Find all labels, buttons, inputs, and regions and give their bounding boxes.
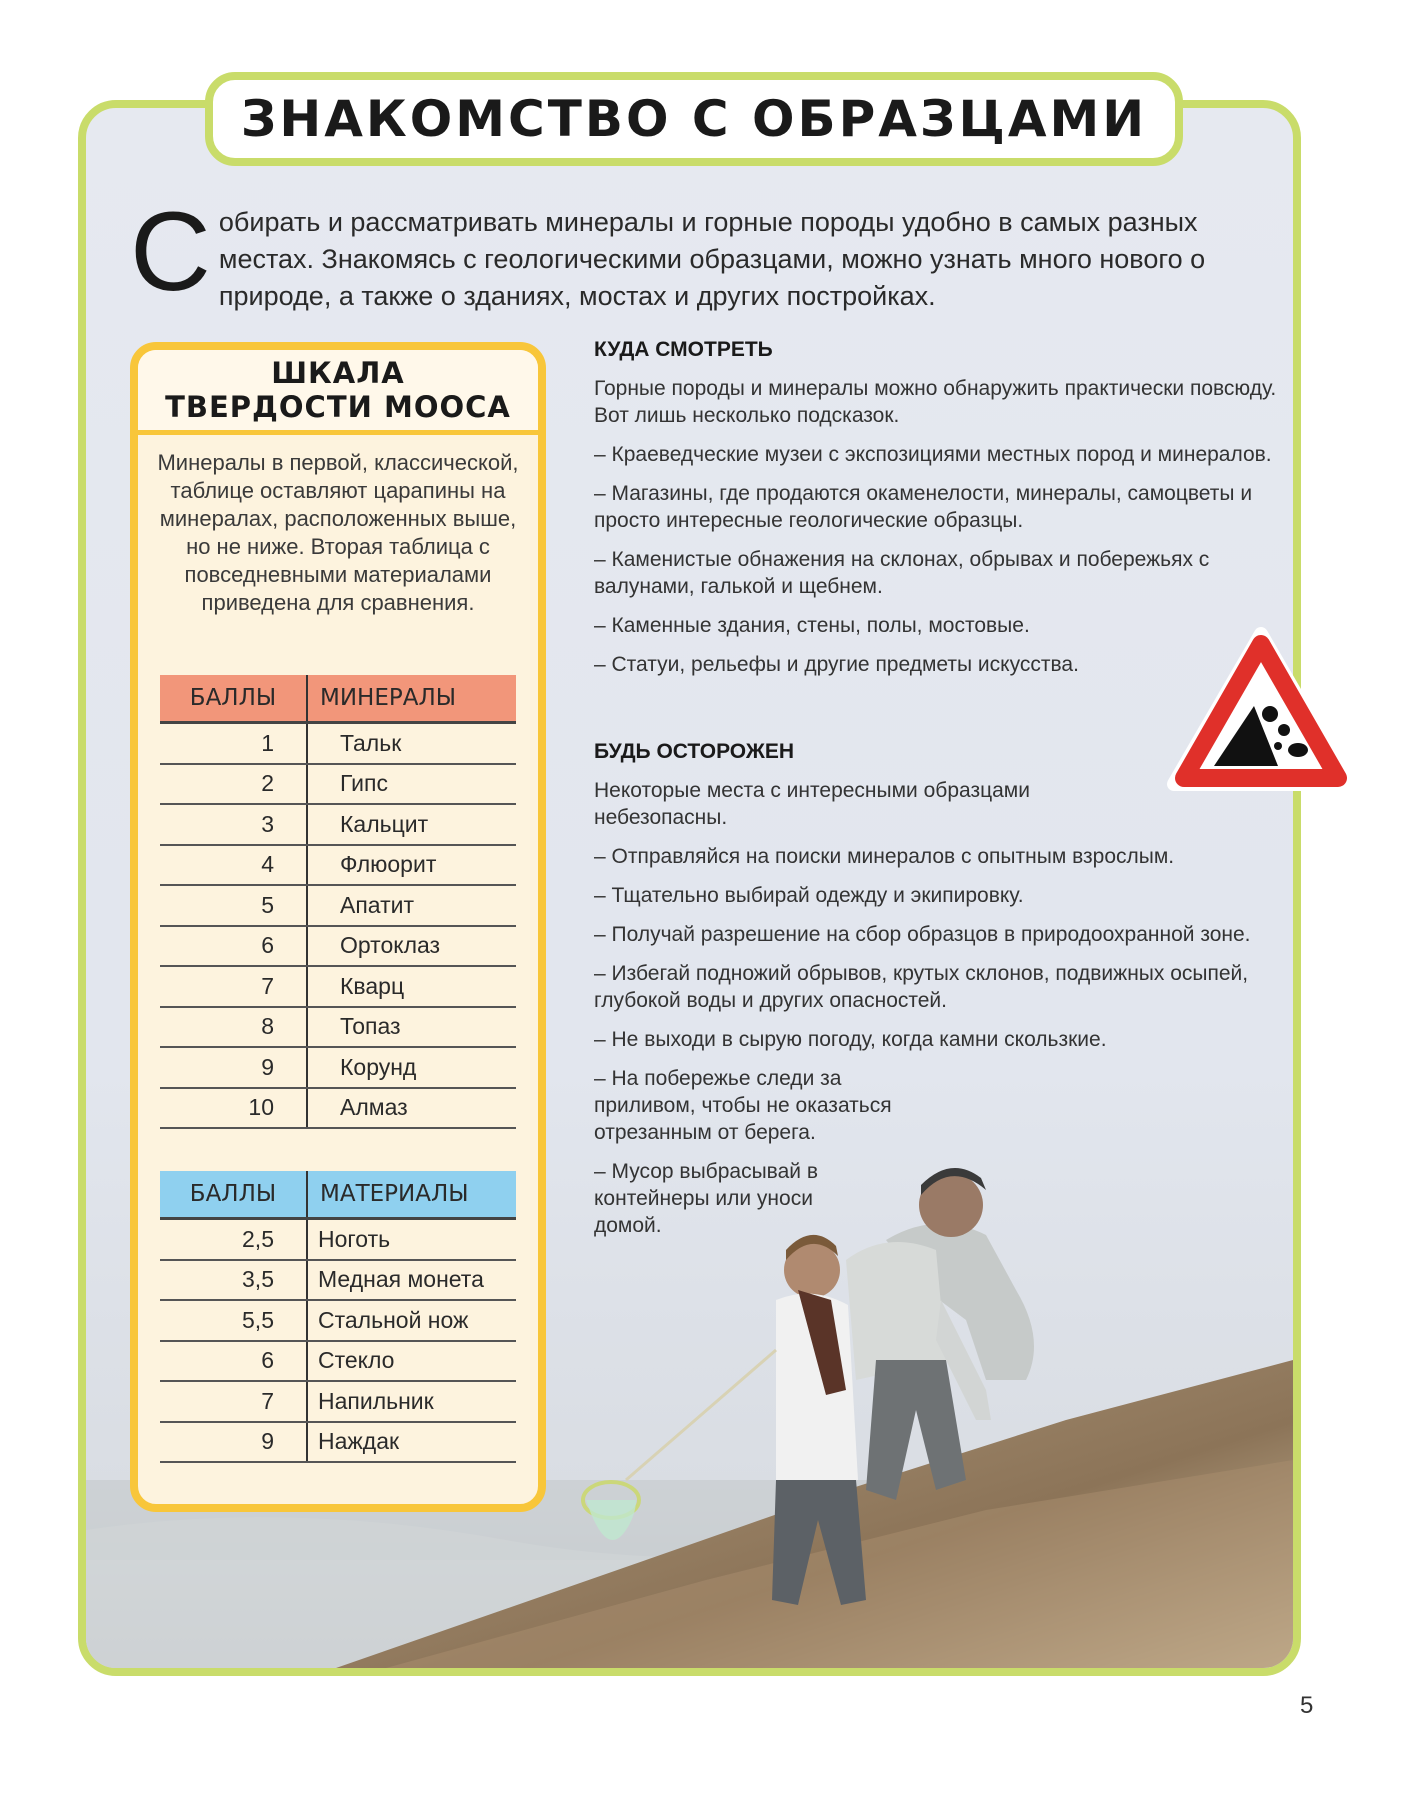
mineral-score: 6 — [160, 926, 307, 967]
mineral-name: Флюорит — [307, 845, 516, 886]
page-title: ЗНАКОМСТВО С ОБРАЗЦАМИ — [240, 90, 1148, 148]
material-name: Ноготь — [307, 1219, 516, 1260]
table-row — [160, 764, 516, 805]
materials-col-score: БАЛЛЫ — [160, 1171, 307, 1219]
mineral-score: 9 — [160, 1047, 307, 1088]
list-item: – Краеведческие музеи с экспозициями местных пород и минералов. — [594, 443, 1272, 466]
mineral-name: Тальк — [307, 723, 516, 764]
table-row — [160, 1381, 516, 1422]
mineral-score: 4 — [160, 845, 307, 886]
mineral-score: 3 — [160, 804, 307, 845]
material-name: Стальной нож — [307, 1300, 516, 1341]
drop-cap: С — [130, 189, 211, 314]
mineral-name: Апатит — [307, 885, 516, 926]
material-score: 2,5 — [160, 1219, 307, 1260]
mineral-name: Корунд — [307, 1047, 516, 1088]
careful-heading: БУДЬ ОСТОРОЖЕН — [594, 740, 795, 763]
mineral-name: Кальцит — [307, 804, 516, 845]
table-row — [160, 1088, 516, 1129]
mohs-title-line1: ШКАЛА — [271, 356, 405, 390]
table-row — [160, 1422, 516, 1463]
title-box — [205, 72, 1183, 166]
where-lead: Горные породы и минералы можно обнаружить практически повсюду. Вот лишь несколько подсказок. — [594, 377, 1277, 427]
mohs-panel-header — [138, 350, 538, 435]
minerals-col-score: БАЛЛЫ — [160, 675, 307, 723]
mineral-name: Топаз — [307, 1007, 516, 1048]
table-row — [160, 966, 516, 1007]
mineral-name: Кварц — [307, 966, 516, 1007]
mineral-score: 1 — [160, 723, 307, 764]
mineral-score: 8 — [160, 1007, 307, 1048]
list-item: – Каменные здания, стены, полы, мостовые. — [594, 614, 1030, 637]
material-name: Медная монета — [307, 1260, 516, 1301]
table-row — [160, 926, 516, 967]
list-item: – Не выходи в сырую погоду, когда камни скользкие. — [594, 1028, 1107, 1051]
page-number: 5 — [1300, 1692, 1314, 1719]
material-score: 6 — [160, 1341, 307, 1382]
mineral-score: 10 — [160, 1088, 307, 1129]
list-item: – Избегай подножий обрывов, крутых склонов, подвижных осыпей, глубокой воды и других опасностей. — [594, 962, 1249, 1012]
material-name: Наждак — [307, 1422, 516, 1463]
table-row — [160, 723, 516, 764]
mineral-score: 5 — [160, 885, 307, 926]
material-score: 5,5 — [160, 1300, 307, 1341]
table-row — [160, 804, 516, 845]
mohs-description: Минералы в первой, классической, таблице оставляют царапины на минералах, расположенных выше, но не ниже. Вторая таблица с повседневными материалами приведена для сравнения. — [157, 450, 519, 615]
be-careful-section — [594, 738, 1294, 1251]
falling-rocks-warning-icon — [1166, 626, 1356, 796]
materials-col-name: МАТЕРИАЛЫ — [307, 1171, 516, 1219]
list-item: – Каменистые обнажения на склонах, обрывах и побережьях с валунами, галькой и щебнем. — [594, 548, 1210, 598]
list-item: – На побережье следи за приливом, чтобы не оказаться отрезанным от берега. — [594, 1067, 892, 1144]
material-score: 7 — [160, 1381, 307, 1422]
table-row — [160, 1341, 516, 1382]
materials-table — [160, 1171, 516, 1463]
list-item: – Получай разрешение на сбор образцов в природоохранной зоне. — [594, 923, 1251, 946]
table-row — [160, 845, 516, 886]
mineral-name: Алмаз — [307, 1088, 516, 1129]
table-row — [160, 1219, 516, 1260]
mineral-score: 7 — [160, 966, 307, 1007]
material-name: Стекло — [307, 1341, 516, 1382]
careful-lead: Некоторые места с интересными образцами небезопасны. — [594, 779, 1030, 829]
table-row — [160, 1300, 516, 1341]
table-row — [160, 1047, 516, 1088]
mineral-score: 2 — [160, 764, 307, 805]
intro-paragraph — [130, 189, 1280, 315]
list-item: – Тщательно выбирай одежду и экипировку. — [594, 884, 1024, 907]
table-row — [160, 1260, 516, 1301]
material-score: 3,5 — [160, 1260, 307, 1301]
mohs-title-line2: ТВЕРДОСТИ МООСА — [165, 390, 511, 424]
mineral-name: Гипс — [307, 764, 516, 805]
material-score: 9 — [160, 1422, 307, 1463]
material-name: Напильник — [307, 1381, 516, 1422]
table-row — [160, 1007, 516, 1048]
list-item: – Мусор выбрасывай в контейнеры или уноси домой. — [594, 1160, 818, 1237]
mohs-scale-panel — [130, 342, 546, 1512]
list-item: – Магазины, где продаются окаменелости, минералы, самоцветы и просто интересные геологические образцы. — [594, 482, 1253, 532]
where-heading: КУДА СМОТРЕТЬ — [594, 338, 773, 361]
minerals-table — [160, 675, 516, 1129]
list-item: – Отправляйся на поиски минералов с опытным взрослым. — [594, 845, 1175, 868]
table-row — [160, 885, 516, 926]
list-item: – Статуи, рельефы и другие предметы искусства. — [594, 653, 1079, 676]
minerals-col-name: МИНЕРАЛЫ — [307, 675, 516, 723]
intro-text: обирать и рассматривать минералы и горные породы удобно в самых разных местах. Знакомясь с геологическими образцами, можно узнать много нового о природе, а также о зданиях, мостах и других постройках. — [218, 207, 1206, 311]
mineral-name: Ортоклаз — [307, 926, 516, 967]
